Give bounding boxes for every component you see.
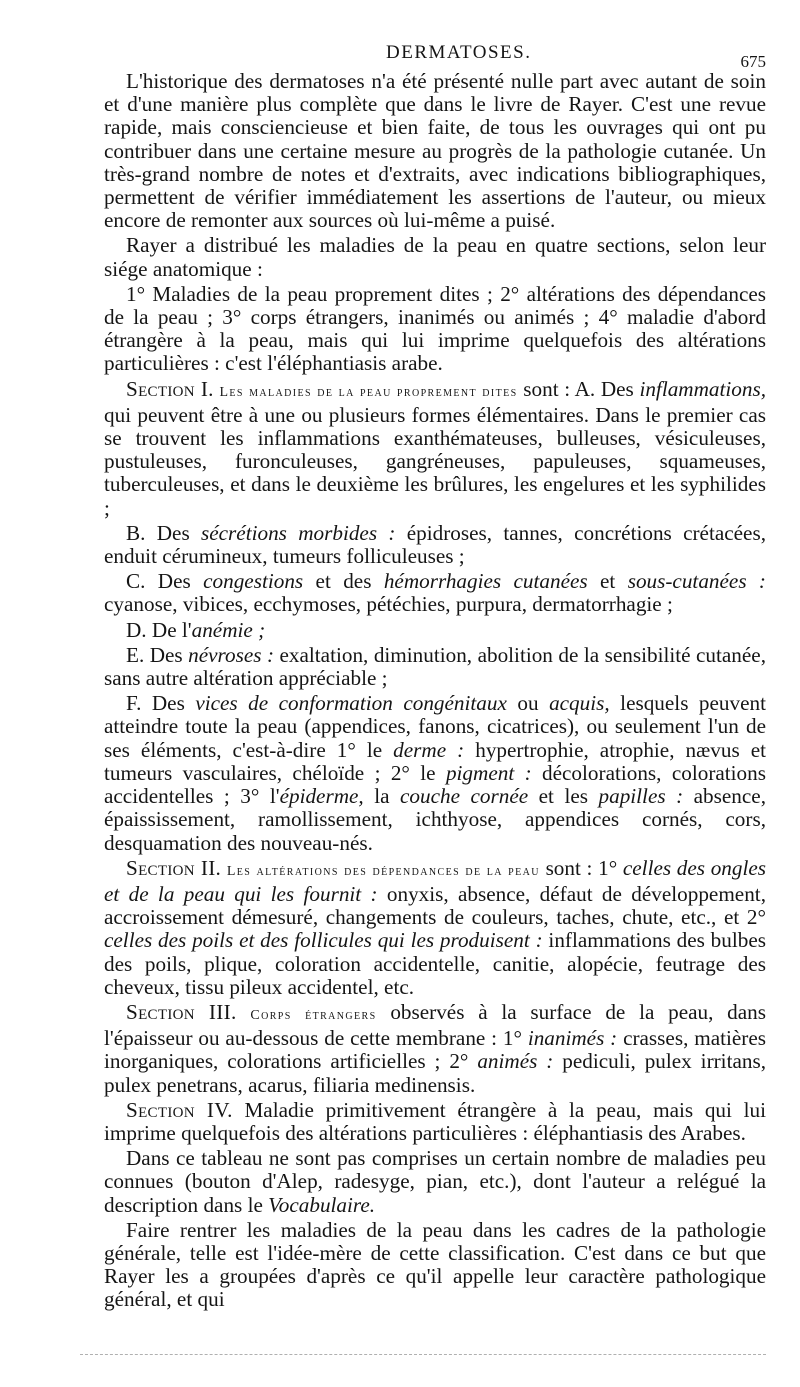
bottom-rule: [80, 1354, 766, 1355]
paragraph-distribution: Rayer a distribué les maladies de la peau en quatre sections, selon leur siége anatomique :: [104, 233, 766, 281]
paragraph-item-d: D. De l'anémie ;: [126, 617, 266, 642]
section-heading: Les altérations des dépendances de la peau: [226, 863, 540, 879]
paragraph-section-1: Section I. Les maladies de la peau proprement dites sont : A. Des inflammations, qui peuvent être à une ou plusieurs formes élémentaires. Dans le premier cas se trouvent les inflammations exanthémateuses, bulleuses, vésiculeuses, pustuleuses, furonculeuses, gangréneuses, papuleuses, squameuses, tuberculeuses, et dans le deuxième les brûlures, les engelures et les syphilides ;: [104, 376, 766, 520]
running-title: DERMATOSES.: [386, 42, 532, 63]
paragraph-section-4: Section IV. Maladie primitivement étrangère à la peau, mais qui lui imprime quelquefois des altérations particulières : éléphantiasis des Arabes.: [104, 1097, 767, 1145]
paragraph-item-e: E. Des névroses : exaltation, diminution, abolition de la sensibilité cutanée, sans autre altération appréciable ;: [104, 642, 766, 691]
section-label: Section III.: [126, 999, 237, 1024]
section-label: Section II.: [126, 855, 222, 880]
section-label: Section I.: [126, 376, 214, 401]
section-heading: Corps étrangers: [250, 1007, 377, 1023]
paragraph-sections-list: 1° Maladies de la peau proprement dites ; 2° altérations des dépendances de la peau ; 3° corps étrangers, inanimés ou animés ; 4° maladie d'abord étrangère à la peau, mais qui lui imprime quelquefois des altérations particulières : c'est l'éléphantiasis arabe.: [104, 281, 766, 376]
paragraph-item-f: F. Des vices de conformation congénitaux ou acquis, lesquels peuvent atteindre toute la peau (appendices, fanons, cicatrices), ou seulement l'un de ses éléments, c'est-à-dire 1° le derme : hypertrophie, atrophie, nævus et tumeurs vasculaires, chéloïde ; 2° le pigment : décolorations, colorations accidentelles ; 3° l'épiderme, la couche cornée et les papilles : absence, épaississement, ramollissement, ichthyose, appendices cornés, cors, desquamation des nouveau-nés.: [104, 691, 767, 855]
paragraph-section-2: Section II. Les altérations des dépendances de la peau sont : 1° celles des ongles et de la peau qui les fournit : onyxis, absence, défaut de développement, accroissement démesuré, changements de couleurs, taches, chute, etc., et 2° celles des poils et des follicules qui les produisent : inflammations des bulbes des poils, plique, coloration accidentelle, canitie, alopécie, feutrage des cheveux, tissu pileux accidentel, etc.: [104, 855, 767, 999]
paragraph-tableau: Dans ce tableau ne sont pas comprises un certain nombre de maladies peu connues (bouton d'Alep, radesyge, pian, etc.), dont l'auteur a relégué la description dans le Vocabulaire.: [104, 1146, 766, 1217]
paragraph-historique: L'historique des dermatoses n'a été présenté nulle part avec autant de soin et d'une manière plus complète que dans le livre de Rayer. C'est une revue rapide, mais consciencieuse et bien faite, de tous les ouvrages qui ont pu contribuer dans une certaine mesure au progrès de la pathologie cutanée. Un très-grand nombre de notes et d'extraits, avec indications bibliographiques, permettent de vérifier immédiatement les assertions de l'auteur, ou mieux encore de remonter aux sources où lui-même a puisé.: [104, 69, 766, 233]
page-number: 675: [740, 52, 766, 71]
running-head: [104, 34, 766, 70]
paragraph-classification: Faire rentrer les maladies de la peau dans les cadres de la pathologie générale, telle est l'idée-mère de cette classification. C'est dans ce but que Rayer les a groupées d'après ce qu'il appelle leur caractère pathologique général, et qui: [104, 1217, 766, 1312]
paragraph-item-b: B. Des sécrétions morbides : épidroses, tannes, concrétions crétacées, enduit cérumineux, tumeurs folliculeuses ;: [104, 520, 766, 569]
paragraph-section-3: Section III. Corps étrangers observés à la surface de la peau, dans l'épaisseur ou au-dessous de cette membrane : 1° inanimés : crasses, matières inorganiques, colorations artificielles ; 2° animés : pediculi, pulex irritans, pulex penetrans, acarus, filiaria medinensis.: [104, 999, 766, 1097]
section-heading: Les maladies de la peau proprement dites: [219, 384, 518, 400]
page-body: [104, 70, 766, 1312]
paragraph-item-c: C. Des congestions et des hémorrhagies cutanées et sous-cutanées : cyanose, vibices, ecchymoses, pétéchies, purpura, dermatorrhagie ;: [104, 569, 766, 617]
section-label: Section IV.: [126, 1097, 233, 1122]
